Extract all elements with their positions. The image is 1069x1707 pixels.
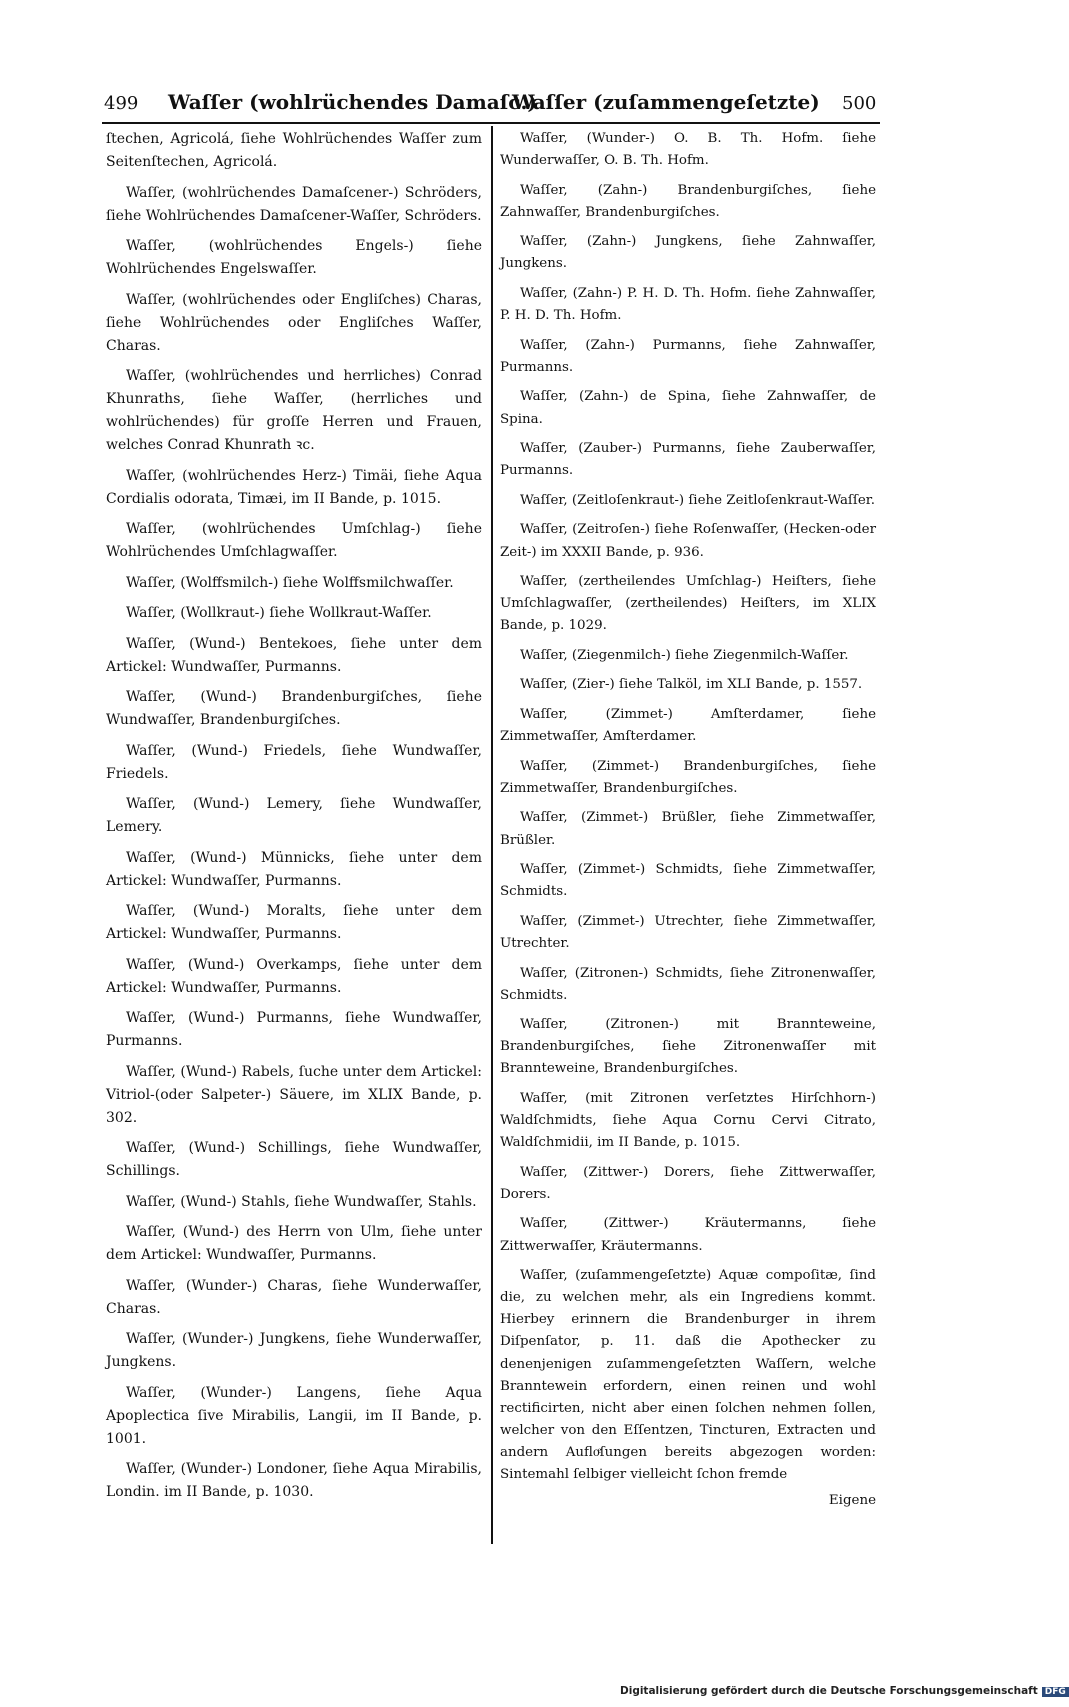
dictionary-entry: [106, 1458, 482, 1504]
dictionary-entry: [106, 740, 482, 786]
dictionary-entry: [500, 519, 876, 563]
dictionary-entry: [500, 756, 876, 800]
entry-text: Waſſer, (Wunder-) Charas, ſiehe Wunderwaſſer, Charas.: [106, 1277, 482, 1317]
entry-text: Waſſer, (wohlrüchendes Engels-) ſiehe Wohlrüchendes Engelswaſſer.: [106, 238, 482, 277]
dictionary-entry: [106, 1137, 482, 1183]
entry-text: Waſſer, (Zahn-) P. H. D. Th. Hofm. ſiehe Zahnwaſſer, P. H. D. Th. Hofm.: [500, 286, 876, 324]
entry-text: Waſſer, (Zimmet-) Utrechter, ſiehe Zimmetwaſſer, Utrechter.: [500, 913, 876, 951]
dictionary-entry: [500, 911, 876, 955]
entry-text: Waſſer, (Wund-) Stahls, ſiehe Wundwaſſer, Stahls.: [126, 1193, 477, 1210]
dictionary-entry: [500, 1265, 876, 1486]
dictionary-entry: [106, 365, 482, 457]
entry-text: Waſſer, (Zauber-) Purmanns, ſiehe Zauberwaſſer, Purmanns.: [500, 441, 876, 479]
dictionary-entry: [500, 645, 876, 667]
entry-text: Waſſer, (Zahn-) Jungkens, ſiehe Zahnwaſſer, Jungkens.: [500, 234, 876, 272]
dictionary-entry: [106, 128, 482, 174]
entry-text: Waſſer, (Zahn-) Brandenburgiſches, ſiehe Zahnwaſſer, Brandenburgiſches.: [500, 182, 876, 220]
entry-text: Waſſer, (Zimmet-) Schmidts, ſiehe Zimmetwaſſer, Schmidts.: [500, 862, 876, 900]
dictionary-entry: [500, 674, 876, 696]
dictionary-entry: [500, 490, 876, 512]
entry-text: Waſſer, (Wunder-) O. B. Th. Hofm. ſiehe Wunderwaſſer, O. B. Th. Hofm.: [500, 131, 876, 169]
left-column: [106, 128, 482, 1512]
dictionary-entry: [500, 807, 876, 851]
dictionary-entry: [500, 180, 876, 224]
entry-text: Waſſer, (wohlrüchendes Damaſcener-) Schröders, ſiehe Wohlrüchendes Damaſcener-Waſſer, Schröders.: [106, 184, 482, 224]
entry-text: Waſſer, (Zimmet-) Brüßler, ſiehe Zimmetwaſſer, Brüßler.: [500, 810, 876, 848]
dictionary-entry: [500, 231, 876, 275]
entry-text: Waſſer, (Wund-) Moralts, ſiehe unter dem Artickel: Wundwaſſer, Purmanns.: [106, 903, 482, 942]
dictionary-entry: [106, 465, 482, 511]
dictionary-entry: [106, 1191, 482, 1214]
dictionary-entry: [500, 1014, 876, 1080]
entry-text: Waſſer, (Wund-) des Herrn von Ulm, ſiehe unter dem Artickel: Wundwaſſer, Purmanns.: [106, 1224, 482, 1263]
entry-text: Waſſer, (Wund-) Overkamps, ſiehe unter dem Artickel: Wundwaſſer, Purmanns.: [106, 956, 482, 996]
entry-text: Waſſer, (wohlrüchendes Umſchlag-) ſiehe Wohlrüchendes Umſchlagwaſſer.: [106, 521, 482, 560]
dictionary-entry: [106, 1275, 482, 1321]
dictionary-entry: [106, 793, 482, 839]
entry-text: Waſſer, (Wund-) Schillings, ſiehe Wundwaſſer, Schillings.: [106, 1140, 482, 1179]
dictionary-entry: [500, 283, 876, 327]
catchword: Eigene: [828, 1492, 876, 1508]
dfg-logo: DFG: [1042, 1687, 1069, 1697]
entry-text: Waſſer, (Wunder-) Londoner, ſiehe Aqua Mirabilis, Londin. im II Bande, p. 1030.: [106, 1461, 482, 1500]
entry-text: Waſſer, (Wund-) Rabels, ſuche unter dem Artickel: Vitriol-(oder Salpeter-) Säuere, im XLIX Bande, p. 302.: [106, 1063, 482, 1126]
dictionary-entry: [500, 963, 876, 1007]
entry-text: Waſſer, (Wunder-) Langens, ſiehe Aqua Apoplectica ſive Mirabilis, Langii, im II Bande, p. 1001.: [106, 1384, 482, 1447]
dictionary-entry: [106, 235, 482, 281]
entry-text: Waſſer, (Wund-) Bentekoes, ſiehe unter dem Artickel: Wundwaſſer, Purmanns.: [106, 635, 482, 675]
entry-text: Waſſer, (wohlrüchendes oder Engliſches) Charas, ſiehe Wohlrüchendes oder Engliſches Waſſer, Charas.: [106, 291, 482, 354]
dictionary-entry: [106, 1221, 482, 1267]
entry-text: Waſſer, (Zittwer-) Dorers, ſiehe Zittwerwaſſer, Dorers.: [500, 1164, 876, 1202]
entry-text: Waſſer, (Zitronen-) mit Brannteweine, Brandenburgiſches, ſiehe Zitronenwaſſer mit Brannteweine, Brandenburgiſches.: [500, 1017, 876, 1077]
column-divider: [491, 126, 493, 1544]
entry-text: Waſſer, (Zitronen-) Schmidts, ſiehe Zitronenwaſſer, Schmidts.: [500, 965, 876, 1003]
entry-text: Waſſer, (Zimmet-) Brandenburgiſches, ſiehe Zimmetwaſſer, Brandenburgiſches.: [500, 758, 876, 796]
dictionary-entry: [106, 847, 482, 893]
dictionary-entry: [106, 1007, 482, 1053]
entry-text: Waſſer, (Zeitloſenkraut-) ſiehe Zeitloſenkraut-Waſſer.: [520, 492, 875, 508]
dictionary-entry: [106, 686, 482, 732]
entry-text: Waſſer, (Zittwer-) Kräutermanns, ſiehe Zittwerwaſſer, Kräutermanns.: [500, 1216, 876, 1254]
entry-text: Waſſer, (wohlrüchendes und herrliches) Conrad Khunraths, ſiehe Waſſer, (herrliches und wohlrüchendes) für groſſe Herren und Frauen, welches Conrad Khunrath ꝛc.: [106, 368, 482, 453]
dictionary-entry: [500, 859, 876, 903]
entry-text: Waſſer, (zertheilendes Umſchlag-) Heiſters, ſiehe Umſchlagwaſſer, (zertheilendes) Heiſters, im XLIX Bande, p. 1029.: [500, 574, 876, 634]
entry-text: Waſſer, (Zimmet-) Amſterdamer, ſiehe Zimmetwaſſer, Amſterdamer.: [500, 707, 876, 745]
dictionary-entry: [106, 182, 482, 228]
dictionary-entry: [106, 900, 482, 946]
entry-text: Waſſer, (Wollkraut-) ſiehe Wollkraut-Waſſer.: [126, 605, 432, 621]
entry-text: Waſſer, (Wund-) Lemery, ſiehe Wundwaſſer, Lemery.: [106, 796, 482, 835]
dictionary-entry: [500, 704, 876, 748]
dictionary-entry: [106, 954, 482, 1000]
right-column: [500, 128, 876, 1512]
entry-text: Waſſer, (Wund-) Friedels, ſiehe Wundwaſſer, Friedels.: [106, 742, 482, 782]
entry-text: Waſſer, (wohlrüchendes Herz-) Timäi, ſiehe Aqua Cordialis odorata, Timæi, im II Bande, p. 1015.: [106, 467, 482, 507]
entry-text: Waſſer, (Zeitroſen-) ſiehe Roſenwaſſer, (Hecken-oder Zeit-) im XXXII Bande, p. 936.: [500, 522, 876, 560]
running-head-right: Waſſer (zuſammengeſetzte): [512, 90, 820, 114]
dictionary-entry: [106, 1328, 482, 1374]
dictionary-entry: [500, 1088, 876, 1154]
dictionary-entry: [106, 518, 482, 564]
entry-text: Waſſer, (Wund-) Brandenburgiſches, ſiehe Wundwaſſer, Brandenburgiſches.: [106, 689, 482, 728]
dictionary-entry: [106, 633, 482, 679]
entry-text: Waſſer, (Wund-) Purmanns, ſiehe Wundwaſſer, Purmanns.: [106, 1010, 482, 1049]
dictionary-entry: [106, 572, 482, 595]
dictionary-entry: [106, 1061, 482, 1130]
entry-text: Waſſer, (Wund-) Münnicks, ſiehe unter dem Artickel: Wundwaſſer, Purmanns.: [106, 849, 482, 889]
dictionary-entry: [106, 289, 482, 358]
dictionary-entry: [500, 1213, 876, 1257]
dictionary-entry: [500, 386, 876, 430]
footer-text: Digitalisierung gefördert durch die Deutsche Forschungsgemeinschaft: [620, 1685, 1038, 1697]
page-number-right: 500: [842, 93, 877, 114]
dictionary-entry: [500, 128, 876, 172]
entry-text: Waſſer, (Zahn-) de Spina, ſiehe Zahnwaſſer, de Spina.: [500, 389, 876, 427]
running-head-left: Waſſer (wohlrüchendes Damaſc.): [168, 90, 537, 114]
dictionary-entry: [500, 571, 876, 637]
entry-text: Waſſer, (mit Zitronen verſetztes Hirſchhorn-) Waldſchmidts, ſiehe Aqua Cornu Cervi Citrato, Waldſchmidii, im II Bande, p. 1015.: [500, 1090, 876, 1151]
footer-credit: [620, 1685, 1069, 1697]
page-number-left: 499: [104, 93, 139, 114]
entry-text: Waſſer, (Ziegenmilch-) ſiehe Ziegenmilch-Waſſer.: [520, 647, 849, 663]
dictionary-entry: [500, 438, 876, 482]
entry-text: Waſſer, (Zier-) ſiehe Talköl, im XLI Bande, p. 1557.: [520, 677, 863, 693]
entry-text: ſtechen, Agricolá, ſiehe Wohlrüchendes Waſſer zum Seitenſtechen, Agricolá.: [106, 131, 482, 170]
header-rule: [102, 122, 880, 124]
dictionary-entry: [500, 335, 876, 379]
entry-text: Waſſer, (zuſammengeſetzte) Aquæ compoſitæ, ſind die, zu welchen mehr, als ein Ingrediens kommt. Hierbey erinnern die Brandenburger in ihrem Diſpenſator, p. 11. daß die Apothecker zu denenjenigen zuſammengeſetzten Waſſern, welche Branntewein erfordern, einen reinen und wohl rectificirten, nicht aber einen ſolchen nehmen ſollen, welcher von den Eſſentzen, Tincturen, Extracten und andern Aufloͤſungen bereits abgezogen worden: Sintemahl ſelbiger vielleicht ſchon fremde: [500, 1268, 876, 1482]
entry-text: Waſſer, (Wunder-) Jungkens, ſiehe Wunderwaſſer, Jungkens.: [106, 1331, 482, 1370]
dictionary-entry: [500, 1162, 876, 1206]
entry-text: Waſſer, (Zahn-) Purmanns, ſiehe Zahnwaſſer, Purmanns.: [500, 337, 876, 375]
entry-text: Waſſer, (Wolffsmilch-) ſiehe Wolffsmilchwaſſer.: [126, 574, 454, 591]
dictionary-entry: [106, 1382, 482, 1451]
dictionary-entry: [106, 602, 482, 625]
